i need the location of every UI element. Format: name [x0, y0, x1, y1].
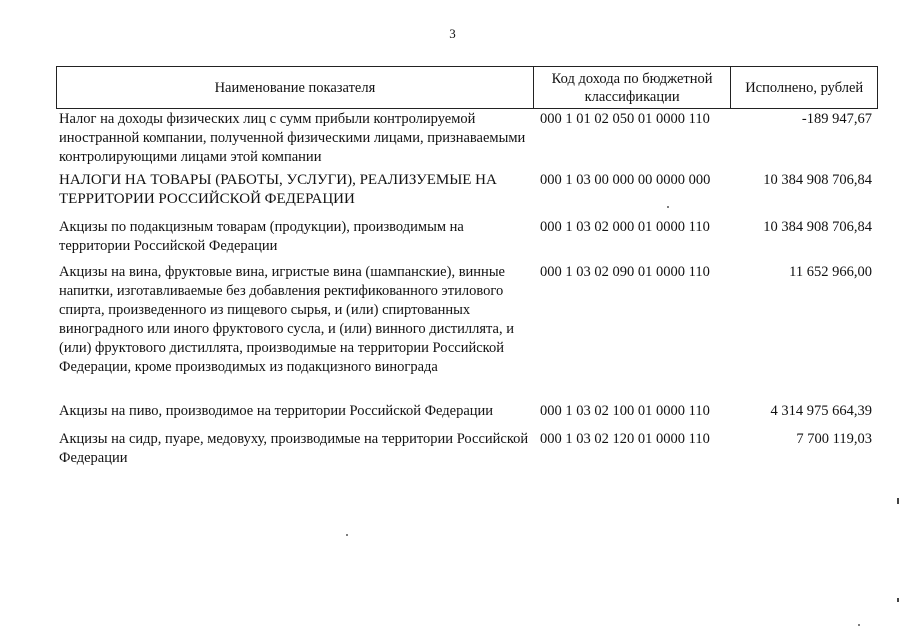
row-amount: 11 652 966,00	[789, 264, 872, 280]
table-row	[56, 218, 878, 263]
row-amount: 4 314 975 664,39	[770, 403, 872, 419]
scan-edge-mark	[897, 598, 899, 602]
table-row	[56, 263, 878, 402]
header-name: Наименование показателя	[214, 79, 376, 96]
row-code: 000 1 01 02 050 01 0000 110	[540, 111, 710, 127]
scan-speck	[858, 624, 860, 626]
table-header-row	[56, 66, 878, 109]
header-amount: Исполнено, рублей	[730, 67, 877, 108]
row-code: 000 1 03 02 100 01 0000 110	[540, 403, 710, 419]
table-row	[56, 402, 878, 430]
scan-edge-mark	[897, 498, 899, 504]
row-name: Акцизы на вина, фруктовые вина, игристые вина (шампанские), винные напитки, изготавливаемые без добавления ректификованного этилового спирта, произведенного из пищевого сырья, и (или) спиртованных виноградного или иного фруктового сусла, и (или) винного дистиллята, и (или) фруктового дистиллята, производимые на территории Российской Федерации, кроме производимых из подакцизного винограда	[59, 264, 515, 375]
scan-speck	[346, 534, 348, 536]
row-name: НАЛОГИ НА ТОВАРЫ (РАБОТЫ, УСЛУГИ), РЕАЛИЗУЕМЫЕ НА ТЕРРИТОРИИ РОССИЙСКОЙ ФЕДЕРАЦИИ	[59, 172, 497, 207]
row-code: 000 1 03 02 090 01 0000 110	[540, 264, 710, 280]
table-row	[56, 430, 878, 470]
row-amount: 10 384 908 706,84	[763, 219, 872, 235]
table-row	[56, 109, 878, 171]
table-row	[56, 171, 878, 218]
revenue-table	[56, 66, 878, 470]
row-name: Акцизы по подакцизным товарам (продукции), производимым на территории Российской Федерации	[59, 219, 464, 254]
row-code: 000 1 03 02 120 01 0000 110	[540, 431, 710, 447]
page-number: 3	[449, 26, 456, 41]
row-code: 000 1 03 02 000 01 0000 110	[540, 219, 710, 235]
row-amount: 7 700 119,03	[796, 431, 872, 447]
row-amount: 10 384 908 706,84	[763, 172, 872, 188]
row-name: Акцизы на пиво, производимое на территории Российской Федерации	[59, 403, 494, 419]
row-name: Акцизы на сидр, пуаре, медовуху, производимые на территории Российской Федерации	[59, 431, 529, 466]
row-code: 000 1 03 00 000 00 0000 000	[540, 172, 711, 188]
scan-speck	[667, 206, 669, 208]
row-amount: -189 947,67	[801, 111, 872, 127]
header-code: Код дохода по бюджетной классификации	[533, 67, 731, 108]
row-name: Налог на доходы физических лиц с сумм прибыли контролируемой иностранной компании, полученной физическими лицами, признаваемыми контролирующими лицами этой компании	[59, 111, 526, 165]
